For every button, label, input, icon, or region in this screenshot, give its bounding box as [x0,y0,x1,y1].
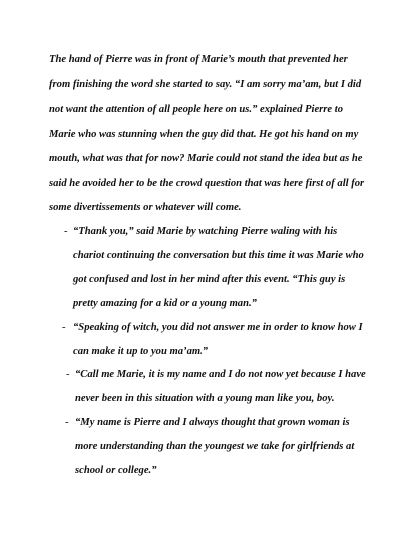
dialogue-line: can make it up to you ma’am.” [73,346,209,357]
paragraph-line: mouth, what was that for now? Marie could not stand the idea but as he [49,153,363,164]
paragraph-line: some divertissements or whatever will come. [49,202,242,213]
dialogue-line: school or college.” [75,465,157,476]
dialogue-line: pretty amazing for a kid or a young man.” [73,298,257,309]
dialogue-line: “Speaking of witch, you did not answer me in order to know how I [73,322,363,333]
paragraph-line: from finishing the word she started to say. “I am sorry ma’am, but I did [49,79,362,90]
dialogue-line: “My name is Pierre and I always thought that grown woman is [75,417,350,428]
dialogue-line: chariot continuing the conversation but this time it was Marie who [73,250,364,261]
dialogue-dash: - [62,322,66,333]
dialogue-dash: - [66,369,70,380]
dialogue-line: more understanding than the youngest we take for girlfriends at [75,441,355,452]
dialogue-dash: - [65,417,69,428]
paragraph-line: The hand of Pierre was in front of Marie’s mouth that prevented her [49,54,348,65]
dialogue-line: got confused and lost in her mind after this event. “This guy is [73,274,346,285]
paragraph-line: Marie who was stunning when the guy did that. He got his hand on my [49,129,359,140]
dialogue-line: “Thank you,” said Marie by watching Pierre waling with his [73,226,338,237]
dialogue-line: never been in this situation with a young man like you, boy. [75,393,335,404]
dialogue-dash: - [64,226,68,237]
dialogue-line: “Call me Marie, it is my name and I do not now yet because I have [75,369,366,380]
paragraph-line: said he avoided her to be the crowd question that was here first of all for [49,178,365,189]
paragraph-line: not want the attention of all people here on us.” explained Pierre to [49,104,343,115]
